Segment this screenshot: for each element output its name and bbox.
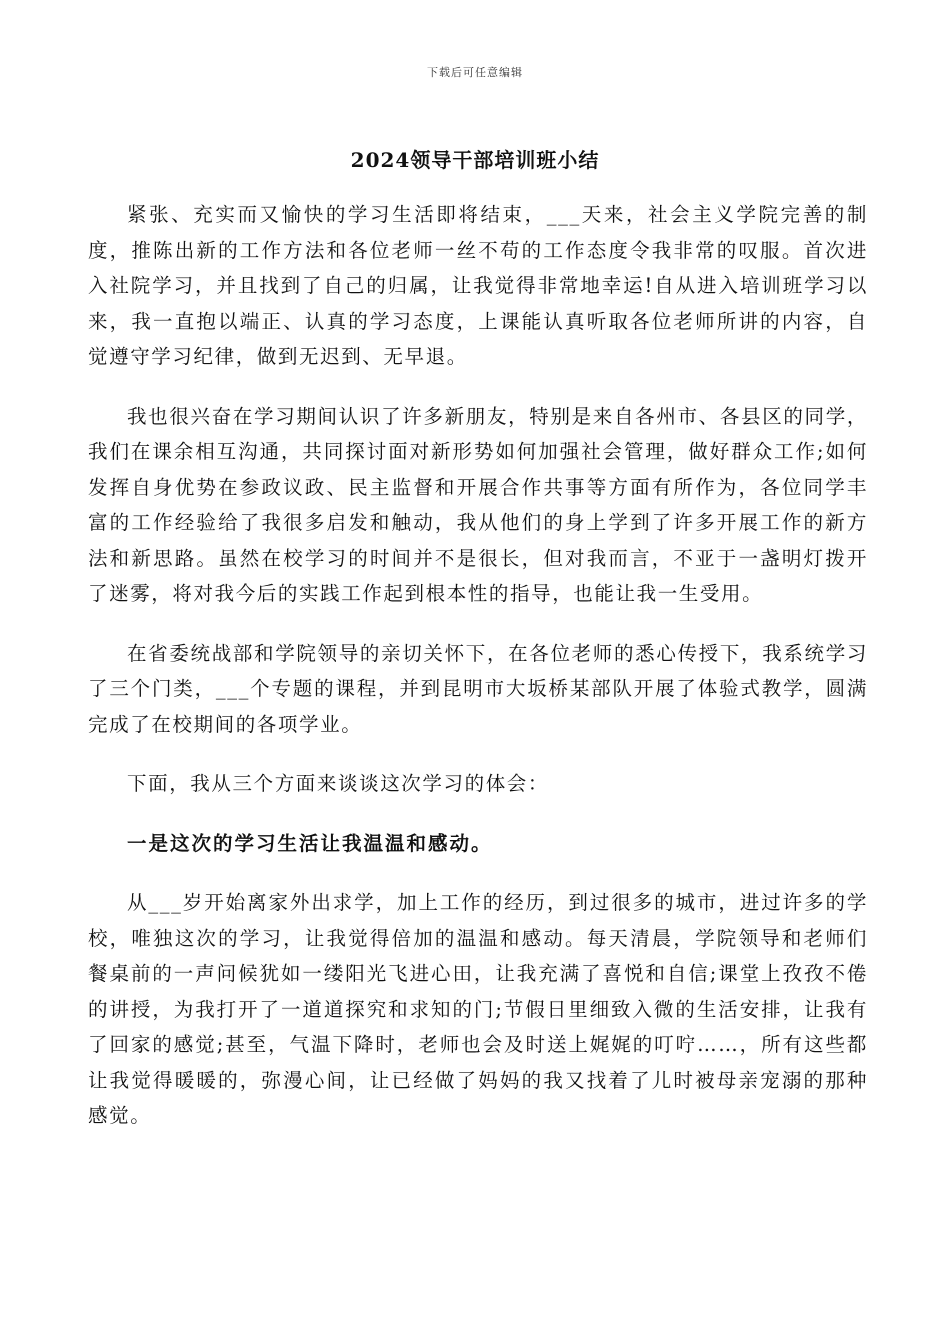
- paragraph-4: 下面，我从三个方面来谈谈这次学习的体会：: [127, 772, 550, 795]
- document-body: [88, 197, 868, 1134]
- section-heading: 一是这次的学习生活让我温温和感动。: [127, 831, 493, 855]
- document-title: 2024领导干部培训班小结: [350, 148, 600, 172]
- paragraph-1: 紧张、充实而又愉快的学习生活即将结束，___天来，社会主义学院完善的制度，推陈出新的工作方法和各位老师一丝不苟的工作态度令我非常的叹服。首次进入社院学习，并且找到了自己的归属，让我觉得非常地幸运!自从进入培训班学习以来，我一直抱以端正、认真的学习态度，上课能认真听取各位老师所讲的内容，自觉遵守学习纪律，做到无迟到、无早退。: [88, 203, 868, 368]
- page-header-note: 下载后可任意编辑: [427, 66, 523, 79]
- paragraph-3: 在省委统战部和学院领导的亲切关怀下，在各位老师的悉心传授下，我系统学习了三个门类，___个专题的课程，并到昆明市大坂桥某部队开展了体验式教学，圆满完成了在校期间的各项学业。: [88, 641, 868, 736]
- paragraph-2: 我也很兴奋在学习期间认识了许多新朋友，特别是来自各州市、各县区的同学，我们在课余相互沟通，共同探讨面对新形势如何加强社会管理，做好群众工作;如何发挥自身优势在参政议政、民主监督和开展合作共事等方面有所作为，各位同学丰富的工作经验给了我很多启发和触动，我从他们的身上学到了许多开展工作的新方法和新思路。虽然在校学习的时间并不是很长，但对我而言，不亚于一盏明灯拨开了迷雾，将对我今后的实践工作起到根本性的指导，也能让我一生受用。: [88, 404, 868, 605]
- section-paragraph: 从___岁开始离家外出求学，加上工作的经历，到过很多的城市，进过许多的学校，唯独这次的学习，让我觉得倍加的温温和感动。每天清晨，学院领导和老师们餐桌前的一声问候犹如一缕阳光飞进心田，让我充满了喜悦和自信;课堂上孜孜不倦的讲授，为我打开了一道道探究和求知的门;节假日里细致入微的生活安排，让我有了回家的感觉;甚至，气温下降时，老师也会及时送上娓娓的叮咛……，所有这些都让我觉得暖暖的，弥漫心间，让已经做了妈妈的我又找着了儿时被母亲宠溺的那种感觉。: [88, 891, 868, 1127]
